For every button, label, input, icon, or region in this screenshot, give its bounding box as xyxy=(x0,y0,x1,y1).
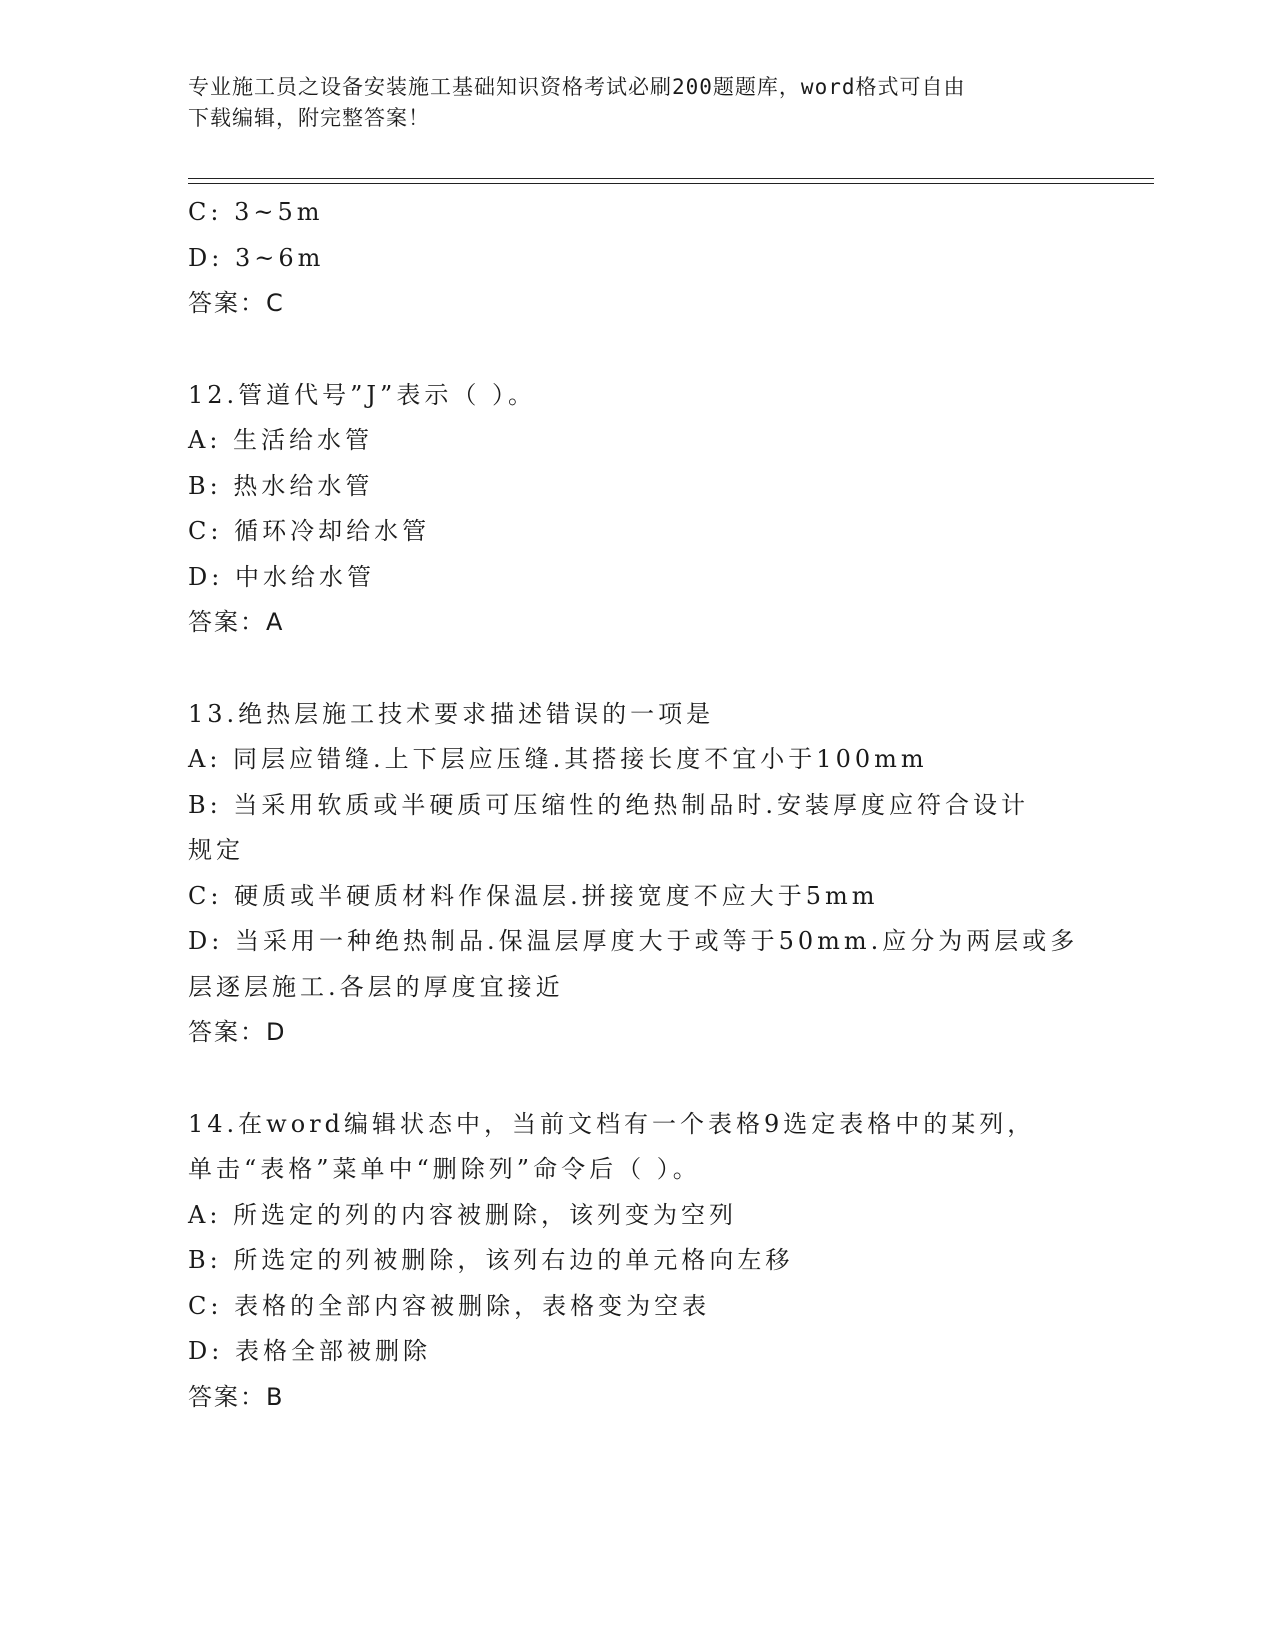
question-13-option-c: C: 硬质或半硬质材料作保温层.拼接宽度不应大于5mm xyxy=(188,881,879,910)
question-14-option-b: B: 所选定的列被删除，该列右边的单元格向左移 xyxy=(188,1246,794,1274)
question-12-option-c: C: 循环冷却给水管 xyxy=(188,517,431,545)
header-title-line-1: 专业施工员之设备安装施工基础知识资格考试必刷200题题库，word格式可自由 xyxy=(188,75,966,99)
question-12-option-a: A: 生活给水管 xyxy=(188,426,374,454)
question-14-option-d: D: 表格全部被删除 xyxy=(188,1337,431,1365)
header-title-line-2: 下载编辑，附完整答案！ xyxy=(188,106,430,130)
prev-option-c: C: 3~5m xyxy=(188,198,324,226)
question-13-option-b: B: 当采用软质或半硬质可压缩性的绝热制品时.安装厚度应符合设计 xyxy=(188,790,1029,819)
header-divider-bottom xyxy=(188,183,1154,184)
spacer xyxy=(188,327,1088,373)
question-13-answer: 答案：D xyxy=(188,1018,287,1046)
question-14-answer: 答案：B xyxy=(188,1382,285,1411)
prev-answer: 答案：C xyxy=(188,289,285,317)
question-13-option-d-cont: 层逐层施工.各层的厚度宜接近 xyxy=(188,972,564,1001)
spacer xyxy=(188,1056,1088,1102)
question-13-stem: 13.绝热层施工技术要求描述错误的一项是 xyxy=(188,699,715,728)
question-12-option-b: B: 热水给水管 xyxy=(188,471,374,500)
prev-option-d: D: 3~6m xyxy=(188,243,325,272)
question-12-stem: 12.管道代号”J”表示（ ）。 xyxy=(188,380,536,409)
question-14-option-c: C: 表格的全部内容被删除，表格变为空表 xyxy=(188,1291,711,1320)
question-14-option-a: A: 所选定的列的内容被删除，该列变为空列 xyxy=(188,1200,738,1229)
header-divider-top xyxy=(188,178,1154,179)
question-12-answer: 答案：A xyxy=(188,608,285,636)
question-13-option-d: D: 当采用一种绝热制品.保温层厚度大于或等于50mm.应分为两层或多 xyxy=(188,927,1079,955)
question-13-option-b-cont: 规定 xyxy=(188,836,244,864)
question-14-stem-cont: 单击“表格”菜单中“删除列”命令后（ ）。 xyxy=(188,1155,701,1183)
document-header xyxy=(188,72,1088,134)
question-content xyxy=(188,190,1088,1420)
question-12-option-d: D: 中水给水管 xyxy=(188,562,375,591)
question-14-stem: 14.在word编辑状态中，当前文档有一个表格9选定表格中的某列， xyxy=(188,1109,1036,1138)
spacer xyxy=(188,646,1088,692)
question-13-option-a: A: 同层应错缝.上下层应压缝.其搭接长度不宜小于100mm xyxy=(188,745,928,773)
